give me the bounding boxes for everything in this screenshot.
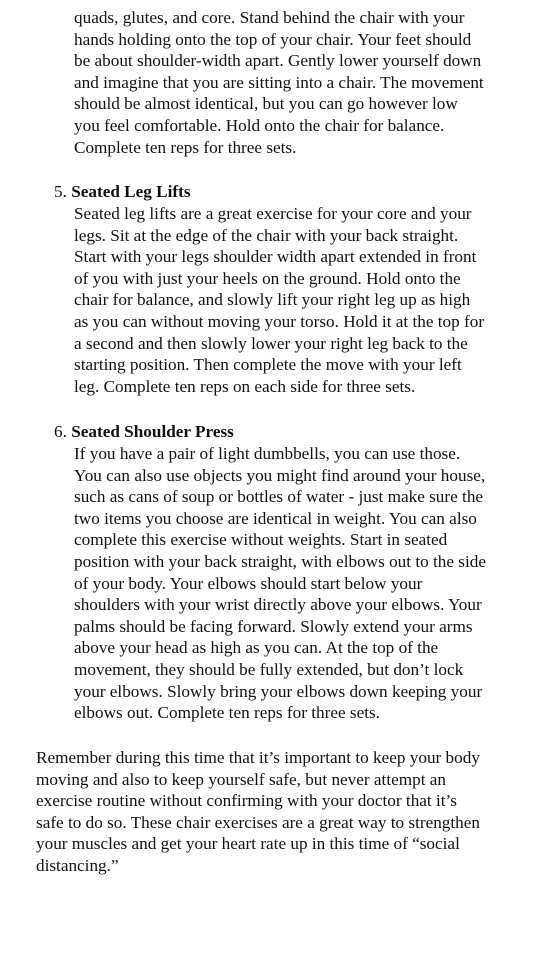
step-6-title: Seated Shoulder Press [71, 422, 234, 441]
step-6-body: If you have a pair of light dumbbells, you can use those. You can also use objects you might find around your house, such as cans of soup or bottles of water - just make sure the two items you choose are identical in weight. You can also complete this exercise without weights. Start in seated position with your back straight, with elbows out to the side of your body. Your elbows should start below your shoulders with your wrist directly above your elbows. Your palms should be facing forward. Slowly extend your arms above your head as high as you can. At the top of the movement, they should be fully extended, but don’t lock your elbows. Slowly bring your elbows down keeping your elbows out. Complete ten reps for three sets. [74, 444, 486, 723]
closing-paragraph: Remember during this time that it’s important to keep your body moving and also to keep yourself safe, but never attempt an exercise routine without confirming with your doctor that it’s safe to do so. These chair exercises are a great way to strengthen your muscles and get your heart rate up in this time of “social distancing.” [36, 748, 480, 875]
step-5-title: Seated Leg Lifts [71, 182, 191, 201]
step-5-body: Seated leg lifts are a great exercise for your core and your legs. Sit at the edge of the chair with your back straight. Start with your legs shoulder width apart extended in front of you with just your heels on the ground. Hold onto the chair for balance, and slowly lift your right leg up as high as you can without moving your torso. Hold it at the top for a second and then slowly lower your right leg back to the starting position. Then complete the move with your left leg. Complete ten reps on each side for three sets. [74, 204, 485, 396]
step-5-number: 5. [54, 182, 67, 201]
step-6-heading [54, 421, 514, 443]
step-4-body: quads, glutes, and core. Stand behind the chair with your hands holding onto the top of your chair. Your feet should be about shoulder-width apart. Gently lower yourself down and imagine that you are sitting into a chair. The movement should be almost identical, but you can go however low you feel comfortable. Hold onto the chair for balance. Complete ten reps for three sets. [74, 8, 484, 157]
step-5-heading [54, 181, 514, 203]
step-6-number: 6. [54, 422, 67, 441]
